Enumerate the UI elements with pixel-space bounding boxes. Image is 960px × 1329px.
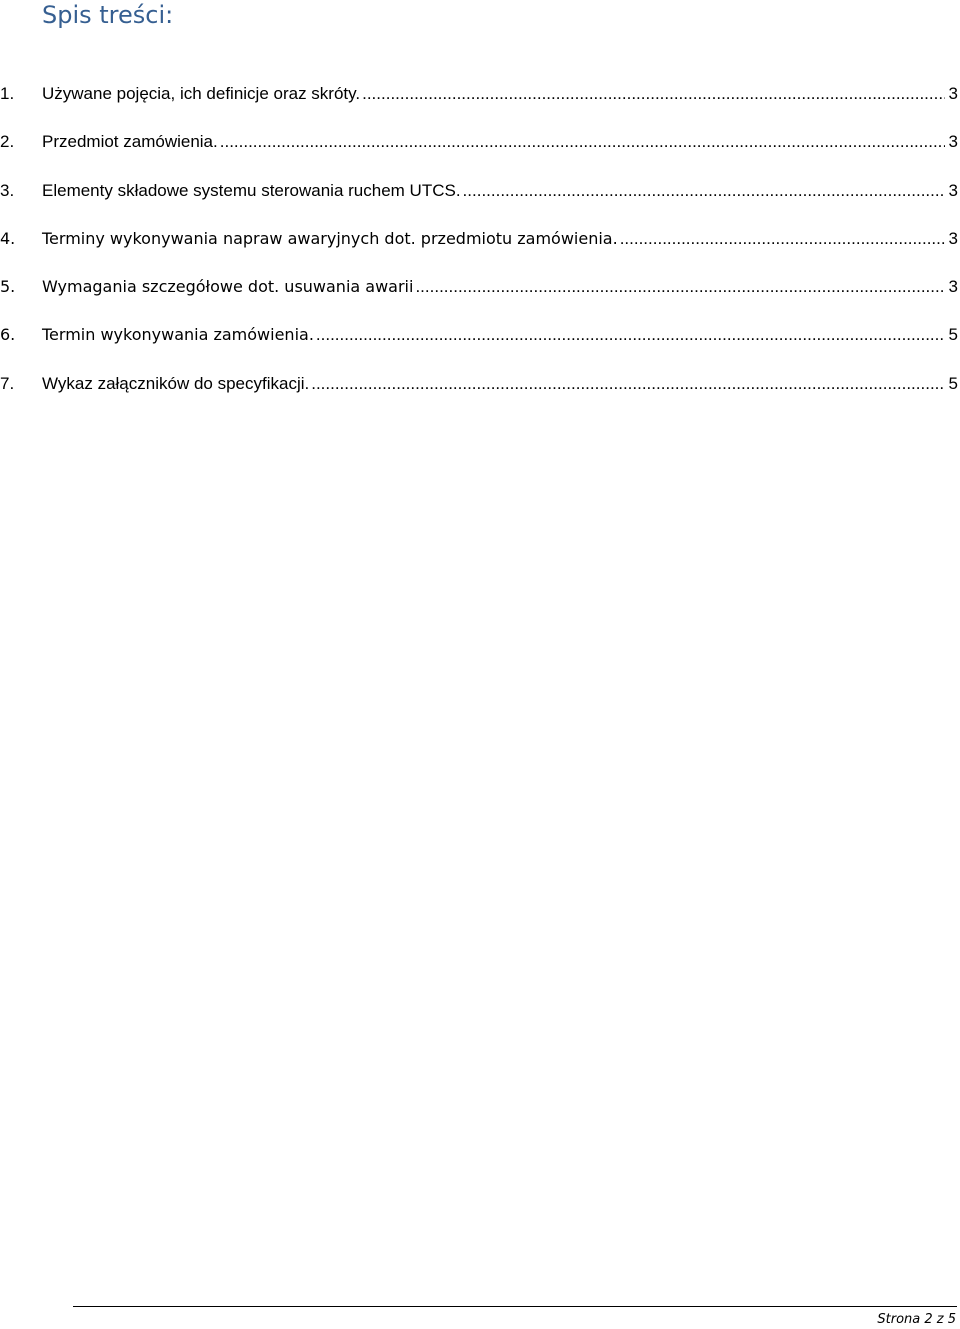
toc-entry-text: Przedmiot zamówienia. bbox=[42, 132, 218, 152]
toc-entry-number: 7. bbox=[0, 373, 15, 393]
toc-leader-dots bbox=[415, 275, 944, 299]
toc-entry-number: 1. bbox=[0, 84, 15, 103]
toc-title: Spis treści: bbox=[42, 1, 174, 29]
toc-leader-dots bbox=[463, 179, 945, 203]
toc-entry-number: 3. bbox=[0, 180, 15, 200]
toc-entry-page: 5 bbox=[948, 325, 958, 345]
toc-entry-page: 3 bbox=[948, 84, 958, 103]
footer-divider bbox=[73, 1306, 957, 1307]
toc-entry-5[interactable] bbox=[0, 275, 958, 299]
toc-entry-text: Wykaz załączników do specyfikacji. bbox=[42, 373, 310, 393]
toc-entry-number: 6. bbox=[0, 325, 16, 345]
toc-entry-1[interactable] bbox=[0, 82, 958, 106]
toc-leader-dots bbox=[316, 323, 945, 347]
toc-entry-page: 3 bbox=[948, 132, 958, 152]
toc-entry-text: Wymagania szczegółowe dot. usuwania awarii bbox=[42, 277, 414, 297]
page-number-footer: Strona 2 z 5 bbox=[877, 1312, 956, 1327]
toc-entry-page: 3 bbox=[948, 180, 958, 200]
toc-entry-4[interactable] bbox=[0, 227, 958, 251]
toc-entry-number: 5. bbox=[0, 277, 16, 297]
toc-entry-7[interactable] bbox=[0, 372, 958, 396]
toc-entry-text: Terminy wykonywania napraw awaryjnych dot. przedmiotu zamówienia. bbox=[42, 228, 618, 248]
toc-entry-number: 2. bbox=[0, 132, 15, 152]
toc-entry-6[interactable] bbox=[0, 323, 958, 347]
toc-entry-text: Elementy składowe systemu sterowania ruchem UTCS. bbox=[42, 180, 461, 200]
toc-entry-number: 4. bbox=[0, 228, 16, 248]
toc-leader-dots bbox=[220, 130, 945, 154]
toc-entry-text: Termin wykonywania zamówienia. bbox=[42, 325, 314, 345]
toc-leader-dots bbox=[311, 372, 944, 396]
toc-entry-page: 5 bbox=[948, 373, 958, 393]
toc-entry-2[interactable] bbox=[0, 130, 958, 154]
toc-list bbox=[0, 82, 958, 420]
toc-entry-3[interactable] bbox=[0, 179, 958, 203]
toc-entry-page: 3 bbox=[948, 228, 958, 248]
toc-leader-dots bbox=[362, 82, 944, 106]
toc-entry-page: 3 bbox=[948, 277, 958, 297]
toc-leader-dots bbox=[620, 227, 945, 251]
toc-entry-text: Używane pojęcia, ich definicje oraz skróty. bbox=[42, 84, 361, 103]
